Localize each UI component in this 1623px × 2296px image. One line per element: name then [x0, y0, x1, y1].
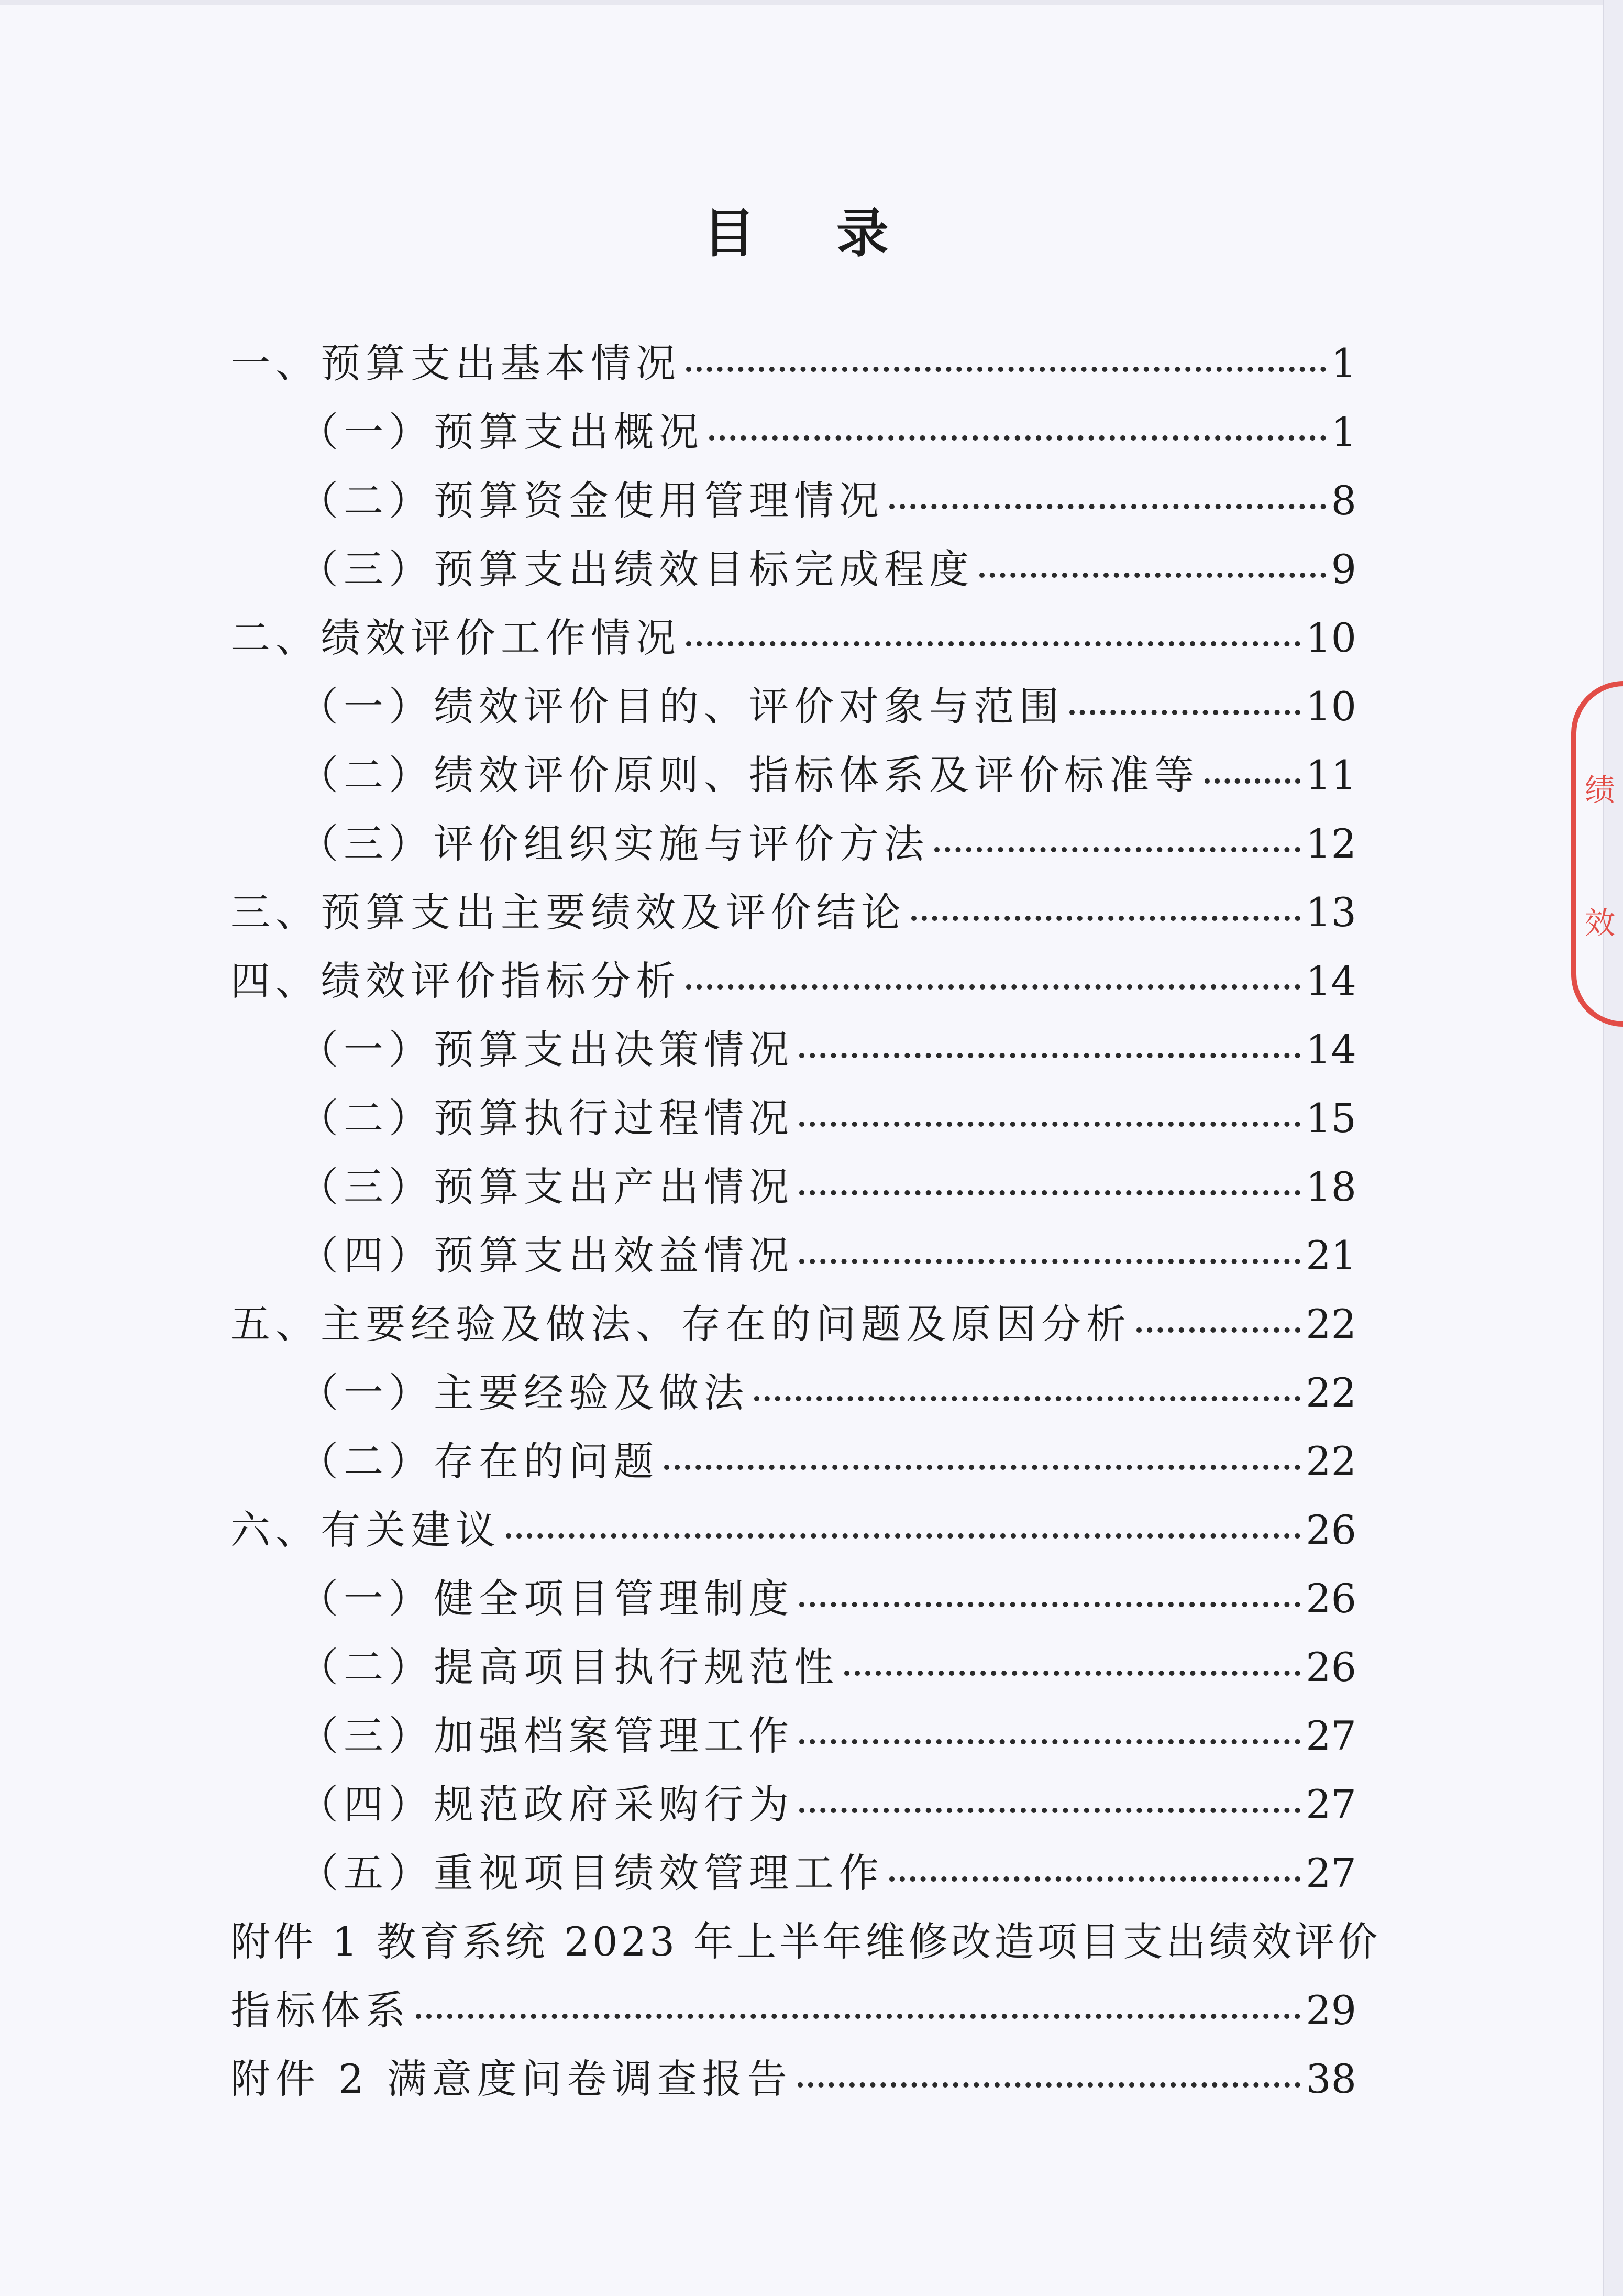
toc-entry-page-number: 22: [1306, 1301, 1356, 1347]
page-edge: [1603, 0, 1623, 2296]
toc-entry-page-number: 21: [1306, 1232, 1356, 1279]
toc-entry-label: （三）评价组织实施与评价方法: [299, 820, 929, 867]
toc-entry-label: （三）加强档案管理工作: [299, 1712, 794, 1759]
toc-entry-label: （四）预算支出效益情况: [299, 1232, 794, 1279]
toc-entry-label: （三）预算支出产出情况: [299, 1163, 794, 1210]
toc-entry[interactable]: [230, 1152, 1356, 1221]
toc-entry-label: （二）预算执行过程情况: [299, 1095, 794, 1141]
toc-entry-label: 二、绩效评价工作情况: [230, 614, 681, 661]
dot-leader: [799, 1190, 1300, 1195]
toc-entry-page-number: 8: [1331, 477, 1356, 524]
dot-leader: [979, 573, 1326, 578]
dot-leader: [686, 641, 1300, 646]
toc-entry-page-number: 1: [1331, 409, 1356, 455]
toc-entry[interactable]: [230, 1427, 1356, 1496]
toc-entry-page-number: 14: [1306, 1026, 1356, 1073]
toc-entry[interactable]: [230, 1770, 1356, 1839]
dot-leader: [911, 916, 1300, 921]
dot-leader: [1205, 778, 1300, 784]
toc-entry-label: 四、绩效评价指标分析: [230, 958, 681, 1004]
toc-entry[interactable]: [230, 1496, 1356, 1564]
toc-entry[interactable]: [230, 1564, 1356, 1633]
toc-entry[interactable]: [230, 1839, 1356, 1907]
toc-entry[interactable]: [230, 1633, 1356, 1701]
dot-leader: [889, 1876, 1300, 1882]
dot-leader: [754, 1396, 1300, 1401]
toc-entry-label: （二）绩效评价原则、指标体系及评价标准等: [299, 752, 1199, 798]
dot-leader: [709, 435, 1326, 441]
toc-entry[interactable]: [230, 398, 1356, 466]
toc-entry-page-number: 13: [1306, 889, 1356, 936]
seal-stamp: [1571, 681, 1623, 1027]
toc-entry-page-number: 12: [1306, 820, 1356, 867]
toc-entry-page-number: 27: [1306, 1712, 1356, 1759]
toc-entry-label: 一、预算支出基本情况: [230, 340, 681, 387]
toc-entry[interactable]: [230, 603, 1356, 672]
toc-entry[interactable]: [230, 1358, 1356, 1427]
toc-entry-page-number: 15: [1306, 1095, 1356, 1141]
page-title: 目 录: [703, 202, 920, 264]
toc-entry-page-number: 14: [1306, 958, 1356, 1004]
toc-entry-label: （一）主要经验及做法: [299, 1369, 749, 1416]
dot-leader: [799, 1602, 1300, 1607]
toc-entry-page-number: 26: [1306, 1644, 1356, 1690]
toc-entry[interactable]: [230, 1290, 1356, 1358]
dot-leader: [416, 2014, 1300, 2019]
toc-entry-page-number: 18: [1306, 1163, 1356, 1210]
toc-entry[interactable]: [230, 535, 1356, 603]
toc-entry-label: （一）预算支出决策情况: [299, 1026, 794, 1073]
seal-char: 效: [1584, 905, 1615, 941]
toc-entry-page-number: 38: [1306, 2056, 1356, 2102]
toc-entry[interactable]: [230, 1084, 1356, 1152]
dot-leader: [1136, 1327, 1300, 1333]
toc-entry[interactable]: [230, 878, 1356, 947]
toc-entry-label: （三）预算支出绩效目标完成程度: [299, 546, 974, 592]
dot-leader: [799, 1739, 1300, 1744]
toc-entry-page-number: 26: [1306, 1575, 1356, 1622]
dot-leader: [844, 1671, 1300, 1676]
toc-entry-label: 五、主要经验及做法、存在的问题及原因分析: [230, 1301, 1131, 1347]
dot-leader: [889, 504, 1326, 509]
toc-entry-page-number: 29: [1306, 1987, 1356, 2034]
toc-entry-label: （二）存在的问题: [299, 1438, 659, 1485]
toc-entry[interactable]: [230, 672, 1356, 741]
toc-entry-label: （二）提高项目执行规范性: [299, 1644, 839, 1690]
toc-entry[interactable]: [230, 1976, 1356, 2045]
toc-entry[interactable]: [230, 2045, 1356, 2113]
dot-leader: [799, 1053, 1300, 1058]
toc-entry-label: 附件 2 满意度问卷调查报告: [230, 2056, 792, 2102]
toc-entry-page-number: 22: [1306, 1369, 1356, 1416]
scan-edge: [0, 0, 1623, 5]
toc-entry[interactable]: [230, 329, 1356, 398]
toc-entry-first-line[interactable]: 附件 1 教育系统 2023 年上半年维修改造项目支出绩效评价: [230, 1918, 1381, 1965]
toc-entry-label: 三、预算支出主要绩效及评价结论: [230, 889, 906, 936]
dot-leader: [664, 1465, 1300, 1470]
dot-leader: [799, 1122, 1300, 1127]
dot-leader: [506, 1533, 1300, 1539]
toc-entry-label: （五）重视项目绩效管理工作: [299, 1850, 884, 1896]
toc-entry-page-number: 9: [1331, 546, 1356, 592]
toc-entry[interactable]: [230, 1221, 1356, 1290]
dot-leader: [1069, 710, 1300, 715]
toc-entry-label: （二）预算资金使用管理情况: [299, 477, 884, 524]
toc-entry[interactable]: [230, 1701, 1356, 1770]
dot-leader: [934, 847, 1300, 852]
dot-leader: [799, 1808, 1300, 1813]
toc-entry-page-number: 22: [1306, 1438, 1356, 1485]
toc-entry-label: 指标体系: [230, 1987, 411, 2034]
toc-entry-page-number: 26: [1306, 1507, 1356, 1553]
toc-entry-page-number: 11: [1306, 752, 1356, 798]
dot-leader: [798, 2082, 1301, 2088]
toc-entry-page-number: 10: [1306, 683, 1356, 730]
toc-entry-page-number: 27: [1306, 1850, 1356, 1896]
dot-leader: [799, 1259, 1300, 1264]
toc-entry-label: （一）绩效评价目的、评价对象与范围: [299, 683, 1064, 730]
toc-entry-page-number: 1: [1331, 340, 1356, 387]
dot-leader: [686, 984, 1300, 990]
toc-entry[interactable]: [230, 809, 1356, 878]
toc-entry-page-number: 27: [1306, 1781, 1356, 1828]
toc-entry[interactable]: [230, 1015, 1356, 1084]
toc-entry-label: （四）规范政府采购行为: [299, 1781, 794, 1828]
table-of-contents: [230, 329, 1381, 2113]
toc-entry[interactable]: [230, 947, 1356, 1015]
toc-entry-label: （一）健全项目管理制度: [299, 1575, 794, 1622]
toc-entry-label: 六、有关建议: [230, 1507, 501, 1553]
dot-leader: [686, 367, 1326, 372]
toc-entry-page-number: 10: [1306, 614, 1356, 661]
seal-char: 绩: [1584, 772, 1615, 808]
toc-entry[interactable]: [230, 741, 1356, 809]
toc-entry[interactable]: [230, 466, 1356, 535]
toc-entry-label: （一）预算支出概况: [299, 409, 704, 455]
